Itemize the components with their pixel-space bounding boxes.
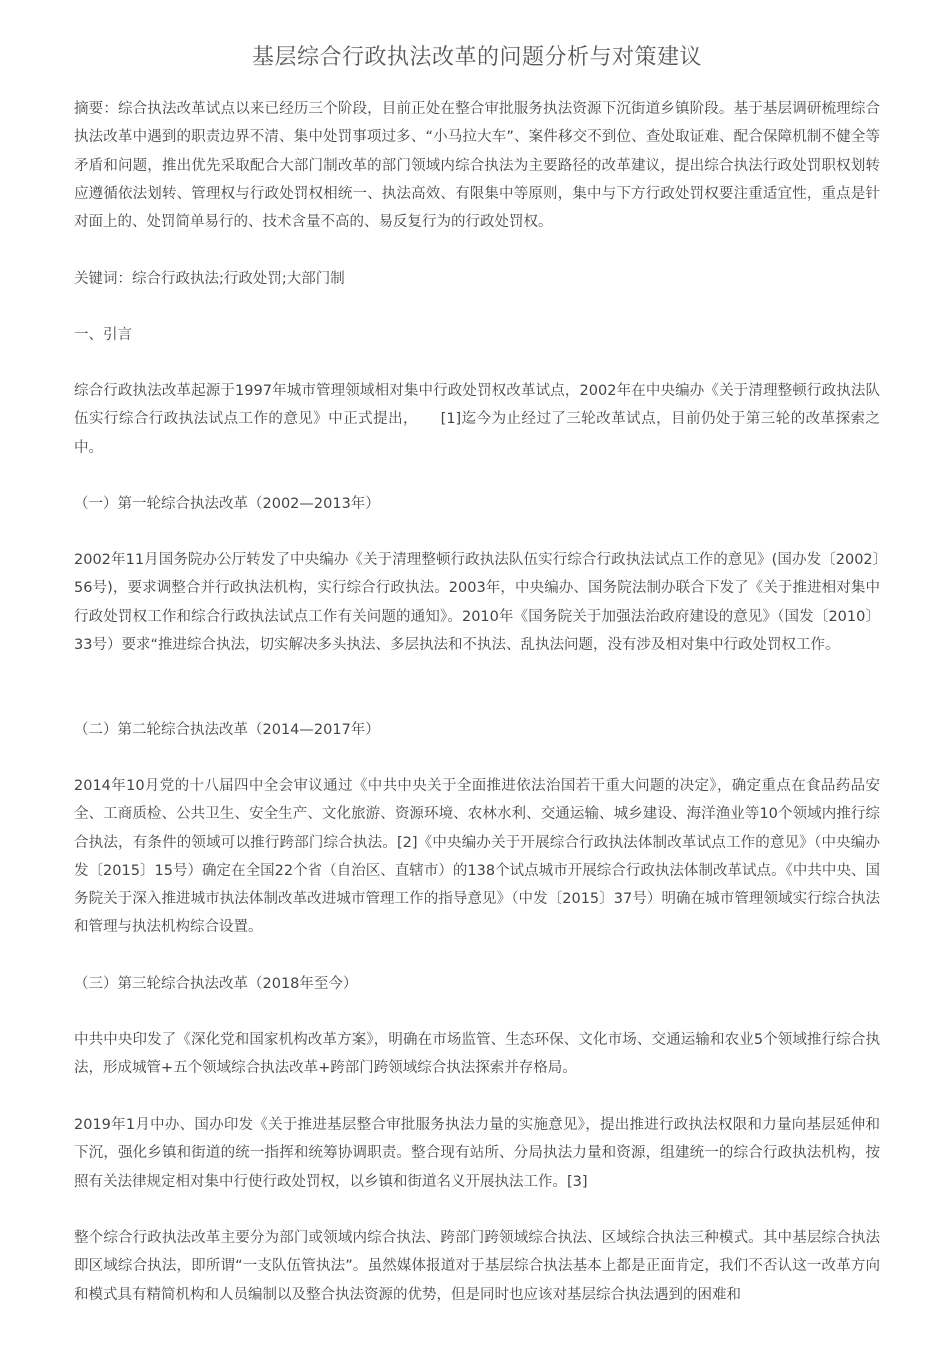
- intro-paragraph: 综合行政执法改革起源于1997年城市管理领域相对集中行政处罚权改革试点，2002年在中央编办《关于清理整顿行政执法队伍实行综合行政执法试点工作的意见》中正式提出， [1]迄今为止经过了三轮改革试点，目前仍处于第三轮的改革探索之中。: [74, 383, 880, 456]
- subsection-heading-1: （一）第一轮综合执法改革（2002—2013年）: [74, 496, 380, 512]
- keywords-line: 关键词：综合行政执法;行政处罚;大部门制: [74, 271, 345, 287]
- document-title: 基层综合行政执法改革的问题分析与对策建议: [251, 45, 702, 70]
- paragraph-round-3b: 2019年1月中办、国办印发《关于推进基层整合审批服务执法力量的实施意见》，提出推进行政执法权限和力量向基层延伸和下沉，强化乡镇和街道的统一指挥和统筹协调职责。整合现有站所、分局执法力量和资源，组建统一的综合行政执法机构，按照有关法律规定相对集中行使行政处罚权，以乡镇和街道名义开展执法工作。[3]: [74, 1117, 880, 1190]
- abstract-paragraph: 摘要：综合执法改革试点以来已经历三个阶段，目前正处在整合审批服务执法资源下沉街道乡镇阶段。基于基层调研梳理综合执法改革中遇到的职责边界不清、集中处罚事项过多、“小马拉大车”、案件移交不到位、查处取证难、配合保障机制不健全等矛盾和问题，推出优先采取配合大部门制改革的部门领域内综合执法为主要路径的改革建议，提出综合执法行政处罚职权划转应遵循依法划转、管理权与行政处罚权相统一、执法高效、有限集中等原则，集中与下方行政处罚权要注重适宜性，重点是针对面上的、处罚简单易行的、技术含量不高的、易反复行为的行政处罚权。: [74, 101, 880, 231]
- section-heading-intro: 一、引言: [74, 327, 132, 343]
- paragraph-round-3a: 中共中央印发了《深化党和国家机构改革方案》，明确在市场监管、生态环保、文化市场、交通运输和农业5个领域推行综合执法，形成城管+五个领域综合执法改革+跨部门跨领域综合执法探索并存格局。: [74, 1032, 880, 1077]
- paragraph-round-1: 2002年11月国务院办公厅转发了中央编办《关于清理整顿行政执法队伍实行综合行政执法试点工作的意见》(国办发〔2002〕56号)，要求调整合并行政执法机构，实行综合行政执法。2003年，中央编办、国务院法制办联合下发了《关于推进相对集中行政处罚权工作和综合行政执法试点工作有关问题的通知》。2010年《国务院关于加强法治政府建设的意见》（国发〔2010〕33号）要求“推进综合执法，切实解决多头执法、多层执法和不执法、乱执法问题，没有涉及相对集中行政处罚权工作。: [74, 552, 880, 653]
- subsection-heading-2: （二）第二轮综合执法改革（2014—2017年）: [74, 722, 380, 738]
- paragraph-round-2: 2014年10月党的十八届四中全会审议通过《中共中央关于全面推进依法治国若干重大问题的决定》，确定重点在食品药品安全、工商质检、公共卫生、安全生产、文化旅游、资源环境、农林水利、交通运输、城乡建设、海洋渔业等10个领域内推行综合执法，有条件的领域可以推行跨部门综合执法。[2]《中央编办关于开展综合行政执法体制改革试点工作的意见》（中央编办发〔2015〕15号）确定在全国22个省（自治区、直辖市）的138个试点城市开展综合行政执法体制改革试点。《中共中央、国务院关于深入推进城市执法体制改革改进城市管理工作的指导意见》（中发〔2015〕37号）明确在城市管理领域实行综合执法和管理与执法机构综合设置。: [74, 778, 880, 936]
- subsection-heading-3: （三）第三轮综合执法改革（2018年至今）: [74, 976, 358, 992]
- paragraph-round-3c: 整个综合行政执法改革主要分为部门或领域内综合执法、跨部门跨领域综合执法、区域综合执法三种模式。其中基层综合执法即区域综合执法，即所谓“一支队伍管执法”。虽然媒体报道对于基层综合执法基本上都是正面肯定，我们不否认这一改革方向和模式具有精简机构和人员编制以及整合执法资源的优势，但是同时也应该对基层综合执法遇到的困难和: [74, 1230, 880, 1303]
